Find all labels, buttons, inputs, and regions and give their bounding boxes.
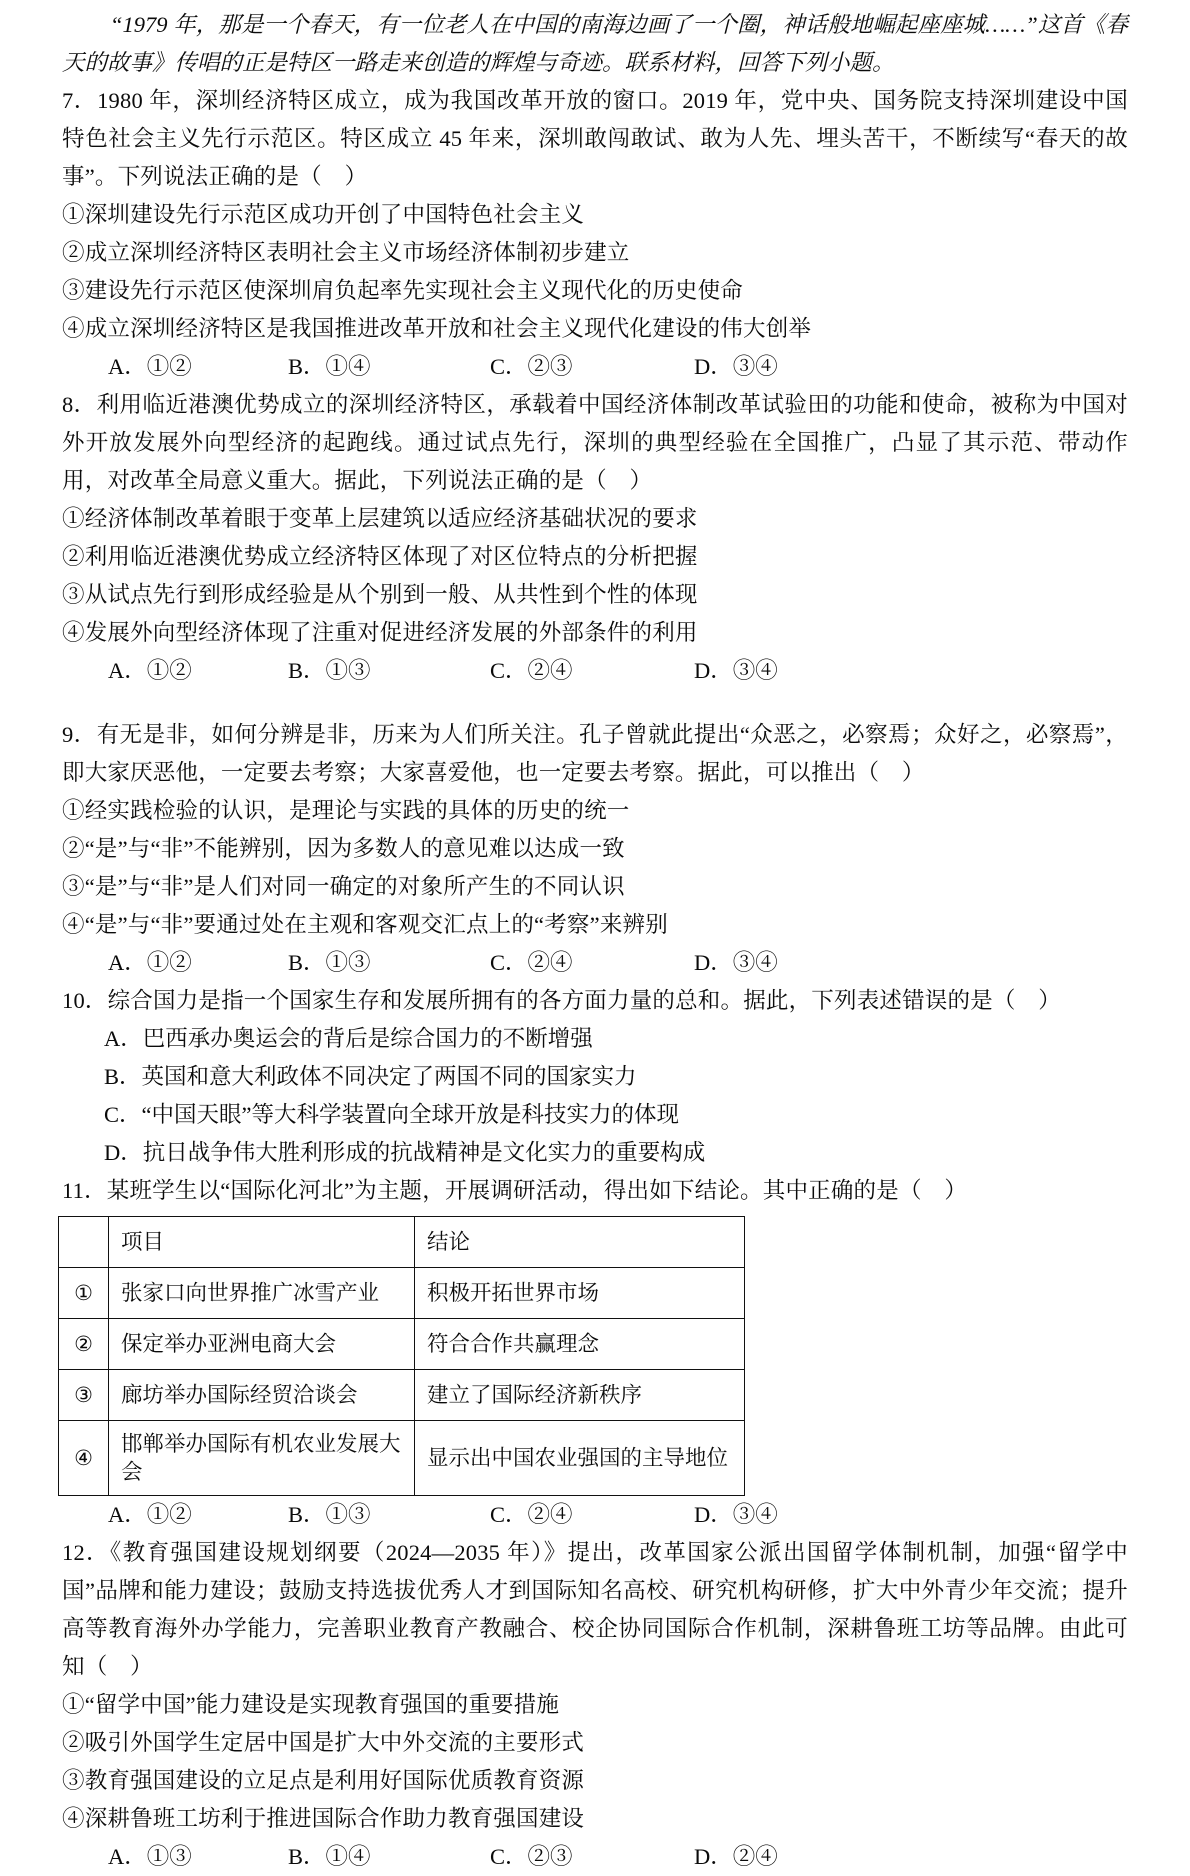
question-7-choice-d[interactable]: D．③④ xyxy=(694,354,778,379)
question-10-option-d[interactable]: D．抗日战争伟大胜利形成的抗战精神是文化实力的重要构成 xyxy=(104,1140,706,1165)
table-cell-item: 保定举办亚洲电商大会 xyxy=(109,1319,415,1370)
question-8-choice-b[interactable]: B．①③ xyxy=(288,658,371,683)
question-12-choice-b[interactable]: B．①④ xyxy=(288,1844,371,1869)
question-7-stem: 7．1980 年，深圳经济特区成立，成为我国改革开放的窗口。2019 年，党中央、国务院支持深圳建设中国特色社会主义先行示范区。特区成立 45 年来，深圳敢闯敢试、敢为人先、埋头苦干，不断续写“春天的故事”。下列说法正确的是（ ） xyxy=(62,88,1128,189)
table-header-item: 项目 xyxy=(109,1217,415,1268)
question-12-stem: 12．《教育强国建设规划纲要（2024—2035 年）》提出，改革国家公派出国留学体制机制，加强“留学中国”品牌和能力建设；鼓励支持选拔优秀人才到国际知名高校、研究机构研修，扩大中外青少年交流；提升高等教育海外办学能力，完善职业教育产教融合、校企协同国际合作机制，深耕鲁班工坊等品牌。由此可知（ ） xyxy=(62,1540,1128,1679)
question-10-option-b[interactable]: B．英国和意大利政体不同决定了两国不同的国家实力 xyxy=(104,1064,637,1089)
question-11-choices xyxy=(62,1496,1128,1534)
section-spacer xyxy=(62,690,1128,716)
question-11-choice-c[interactable]: C．②④ xyxy=(490,1502,573,1527)
question-8-statement-1: ①经济体制改革着眼于变革上层建筑以适应经济基础状况的要求 xyxy=(62,506,698,531)
question-12 xyxy=(62,1534,1128,1876)
question-11-choice-b[interactable]: B．①③ xyxy=(288,1502,371,1527)
question-7-choice-a[interactable]: A．①② xyxy=(108,354,192,379)
question-9-choice-a[interactable]: A．①② xyxy=(108,950,192,975)
question-9-stem: 9．有无是非，如何分辨是非，历来为人们所关注。孔子曾就此提出“众恶之，必察焉；众好之，必察焉”，即大家厌恶他，一定要去考察；大家喜爱他，也一定要去考察。据此，可以推出（ ） xyxy=(62,722,1128,785)
table-row xyxy=(59,1319,745,1370)
question-9-choice-b[interactable]: B．①③ xyxy=(288,950,371,975)
question-9-statement-4: ④“是”与“非”要通过处在主观和客观交汇点上的“考察”来辨别 xyxy=(62,912,668,937)
lead-paragraph: “1979 年，那是一个春天，有一位老人在中国的南海边画了一个圈，神话般地崛起座座城……”这首《春天的故事》传唱的正是特区一路走来创造的辉煌与奇迹。联系材料，回答下列小题。 xyxy=(62,12,1128,75)
table-cell-conclusion: 建立了国际经济新秩序 xyxy=(415,1370,745,1421)
question-12-statement-2: ②吸引外国学生定居中国是扩大中外交流的主要形式 xyxy=(62,1730,585,1755)
table-header-row xyxy=(59,1217,745,1268)
table-row-index: ② xyxy=(59,1319,109,1370)
table-cell-item: 廊坊举办国际经贸洽谈会 xyxy=(109,1370,415,1421)
question-7-statement-2: ②成立深圳经济特区表明社会主义市场经济体制初步建立 xyxy=(62,240,630,265)
table-row xyxy=(59,1370,745,1421)
question-8 xyxy=(62,386,1128,690)
question-8-statement-3: ③从试点先行到形成经验是从个别到一般、从共性到个性的体现 xyxy=(62,582,698,607)
table-header-conclusion: 结论 xyxy=(415,1217,745,1268)
question-11-choice-a[interactable]: A．①② xyxy=(108,1502,192,1527)
question-11 xyxy=(62,1172,1128,1534)
question-7-choice-b[interactable]: B．①④ xyxy=(288,354,371,379)
table-cell-item: 张家口向世界推广冰雪产业 xyxy=(109,1268,415,1319)
question-11-stem: 11．某班学生以“国际化河北”为主题，开展调研活动，得出如下结论。其中正确的是（ ） xyxy=(62,1178,968,1203)
table-row-index: ③ xyxy=(59,1370,109,1421)
question-9-statement-2: ②“是”与“非”不能辨别，因为多数人的意见难以达成一致 xyxy=(62,836,625,861)
table-row xyxy=(59,1421,745,1496)
question-8-statement-2: ②利用临近港澳优势成立经济特区体现了对区位特点的分析把握 xyxy=(62,544,698,569)
question-9-choice-c[interactable]: C．②④ xyxy=(490,950,573,975)
question-9-choice-d[interactable]: D．③④ xyxy=(694,950,778,975)
question-9 xyxy=(62,716,1128,982)
question-9-statement-3: ③“是”与“非”是人们对同一确定的对象所产生的不同认识 xyxy=(62,874,625,899)
question-12-choices xyxy=(62,1838,1128,1876)
question-7-choice-c[interactable]: C．②③ xyxy=(490,354,573,379)
question-7 xyxy=(62,82,1128,386)
question-12-statement-4: ④深耕鲁班工坊利于推进国际合作助力教育强国建设 xyxy=(62,1806,585,1831)
table-row xyxy=(59,1268,745,1319)
table-cell-conclusion: 符合合作共赢理念 xyxy=(415,1319,745,1370)
page-content xyxy=(62,6,1128,1876)
question-10-stem: 10．综合国力是指一个国家生存和发展所拥有的各方面力量的总和。据此，下列表述错误的是（ ） xyxy=(62,988,1062,1013)
question-10-option-a[interactable]: A．巴西承办奥运会的背后是综合国力的不断增强 xyxy=(104,1026,593,1051)
table-row-index: ① xyxy=(59,1268,109,1319)
question-7-statement-1: ①深圳建设先行示范区成功开创了中国特色社会主义 xyxy=(62,202,585,227)
question-9-choices xyxy=(62,944,1128,982)
table-header-index xyxy=(59,1217,109,1268)
question-10 xyxy=(62,982,1128,1172)
question-12-statement-1: ①“留学中国”能力建设是实现教育强国的重要措施 xyxy=(62,1692,560,1717)
question-8-choice-a[interactable]: A．①② xyxy=(108,658,192,683)
question-9-statement-1: ①经实践检验的认识，是理论与实践的具体的历史的统一 xyxy=(62,798,630,823)
table-row-index: ④ xyxy=(59,1421,109,1496)
survey-table-wrapper xyxy=(62,1216,1128,1496)
question-8-choice-d[interactable]: D．③④ xyxy=(694,658,778,683)
question-11-choice-d[interactable]: D．③④ xyxy=(694,1502,778,1527)
survey-table xyxy=(58,1216,745,1496)
question-7-statement-4: ④成立深圳经济特区是我国推进改革开放和社会主义现代化建设的伟大创举 xyxy=(62,316,812,341)
question-10-option-c[interactable]: C．“中国天眼”等大科学装置向全球开放是科技实力的体现 xyxy=(104,1102,679,1127)
table-cell-conclusion: 积极开拓世界市场 xyxy=(415,1268,745,1319)
question-7-statement-3: ③建设先行示范区使深圳肩负起率先实现社会主义现代化的历史使命 xyxy=(62,278,744,303)
table-cell-conclusion: 显示出中国农业强国的主导地位 xyxy=(415,1421,745,1496)
question-8-stem: 8．利用临近港澳优势成立的深圳经济特区，承载着中国经济体制改革试验田的功能和使命，被称为中国对外开放发展外向型经济的起跑线。通过试点先行，深圳的典型经验在全国推广，凸显了其示范、带动作用，对改革全局意义重大。据此，下列说法正确的是（ ） xyxy=(62,392,1128,493)
question-12-choice-a[interactable]: A．①③ xyxy=(108,1844,192,1869)
question-8-statement-4: ④发展外向型经济体现了注重对促进经济发展的外部条件的利用 xyxy=(62,620,698,645)
question-12-choice-d[interactable]: D．②④ xyxy=(694,1844,778,1869)
question-8-choices xyxy=(62,652,1128,690)
question-12-choice-c[interactable]: C．②③ xyxy=(490,1844,573,1869)
question-8-choice-c[interactable]: C．②④ xyxy=(490,658,573,683)
question-12-statement-3: ③教育强国建设的立足点是利用好国际优质教育资源 xyxy=(62,1768,585,1793)
question-7-choices xyxy=(62,348,1128,386)
table-cell-item: 邯郸举办国际有机农业发展大会 xyxy=(109,1421,415,1496)
